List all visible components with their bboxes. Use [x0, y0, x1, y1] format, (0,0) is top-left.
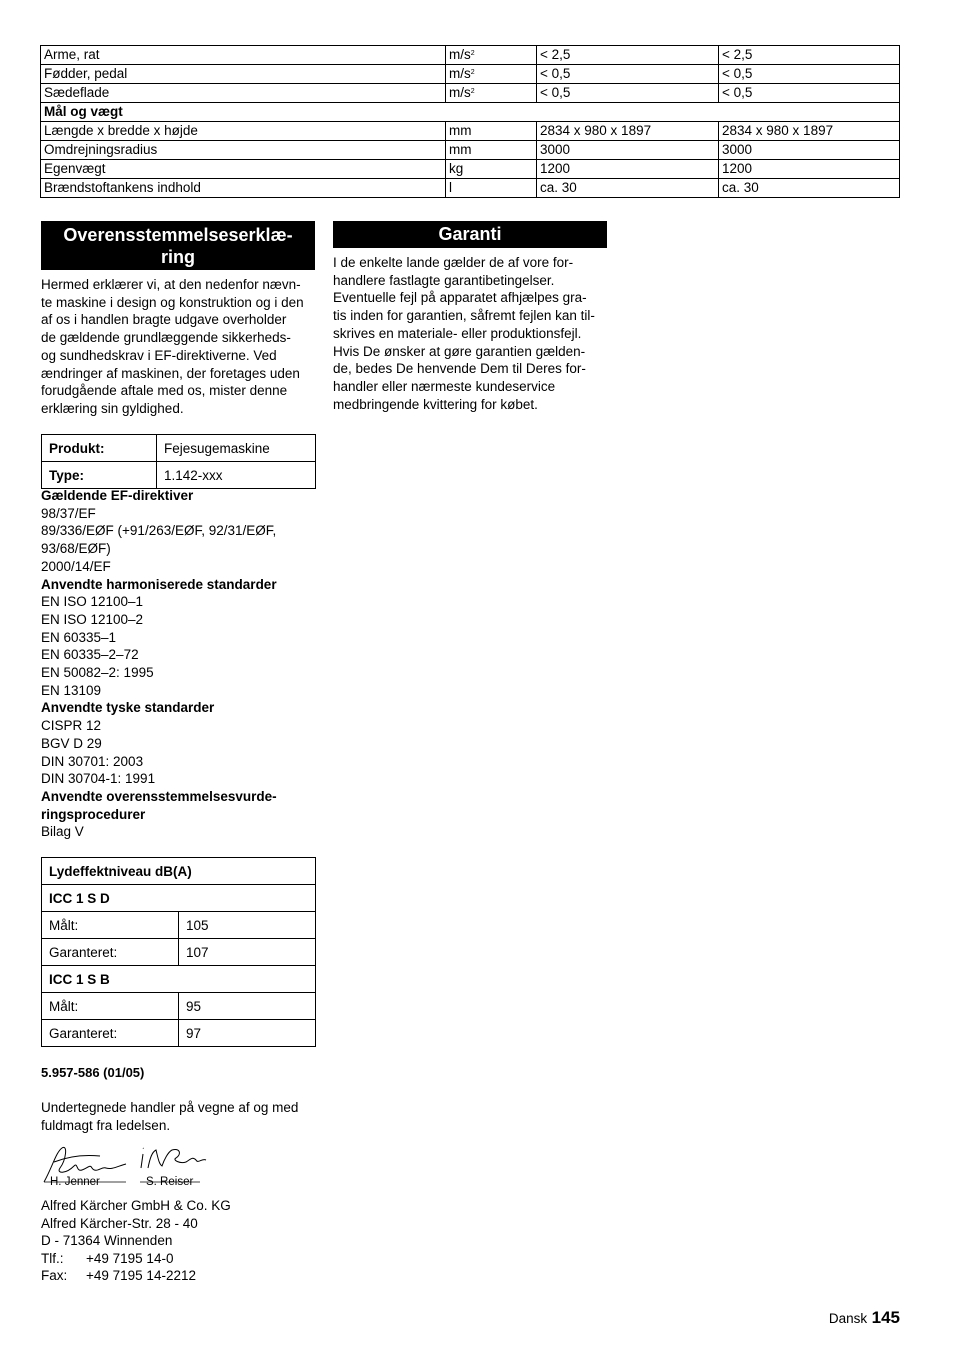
table-row — [41, 179, 900, 198]
section-title: Mål og vægt — [41, 103, 900, 122]
table-row — [42, 939, 316, 966]
table-cell: Fødder, pedal — [41, 65, 446, 84]
table-row — [42, 885, 316, 912]
table-cell: Egenvægt — [41, 160, 446, 179]
text-line: af os i handlen bragte udgave overholder — [41, 312, 287, 328]
spec-table — [40, 45, 900, 198]
fax-label: Fax: — [41, 1268, 68, 1283]
signature-reiser — [141, 1148, 206, 1168]
footer-language: Dansk — [828, 1311, 868, 1326]
table-section-row — [41, 103, 900, 122]
table-cell: $m/s^2$ — [446, 65, 537, 84]
table-row — [42, 462, 316, 489]
directives-title: Gældende EF-direktiver — [41, 488, 194, 503]
harmonised-title: Anvendte harmoniserede standarder — [41, 576, 277, 592]
address-city: D - 71364 Winnenden — [41, 1233, 173, 1248]
table-row — [42, 912, 316, 939]
type-value: 1.142-xxx — [157, 462, 316, 489]
table-cell: ca. 30 — [537, 179, 719, 198]
product-label: Produkt: — [42, 435, 157, 462]
table-row — [42, 435, 316, 462]
address-street: Alfred Kärcher-Str. 28 - 40 — [41, 1215, 198, 1231]
table-row — [42, 858, 316, 885]
table-cell: Brændstoftankens indhold — [41, 179, 446, 198]
table-row — [42, 966, 316, 993]
guaranteed-label: Garanteret: — [42, 939, 179, 966]
noise-table — [41, 857, 316, 1047]
standards-list — [41, 487, 277, 841]
list-item: EN ISO 12100–2 — [41, 611, 144, 627]
type-label: Type: — [42, 462, 157, 489]
list-item: EN ISO 12100–1 — [41, 594, 144, 610]
table-cell: < 0,5 — [537, 84, 719, 103]
text-line: og sundhedskrav i EF-direktiverne. Ved — [41, 347, 277, 363]
signatory-name: S. Reiser — [146, 1176, 194, 1188]
text-line: Hermed erklærer vi, at den nedenfor nævn- — [41, 277, 301, 292]
declaration-heading — [41, 221, 315, 270]
model-name: ICC 1 S D — [42, 885, 316, 912]
signoff-text — [41, 1099, 298, 1134]
company-name: Alfred Kärcher GmbH & Co. KG — [41, 1198, 231, 1213]
table-cell: 3000 — [719, 141, 900, 160]
table-cell: 1200 — [537, 160, 719, 179]
table-cell: $m/s^2$ — [446, 84, 537, 103]
list-item: DIN 30701: 2003 — [41, 753, 144, 769]
measured-label: Målt: — [42, 912, 179, 939]
list-item: EN 60335–2–72 — [41, 647, 139, 663]
list-item: EN 60335–1 — [41, 629, 117, 645]
text-line: erklæring sin gyldighed. — [41, 400, 184, 416]
heading-line: ring — [161, 247, 195, 267]
text-line: de, bedes De henvende Dem til Deres for- — [333, 361, 586, 377]
text-line: skrives en materiale- eller produktionsfejl. — [333, 325, 582, 341]
product-table — [41, 434, 316, 489]
table-cell: < 2,5 — [537, 46, 719, 65]
warranty-body — [333, 254, 618, 413]
model-name: ICC 1 S B — [42, 966, 316, 993]
guaranteed-value: 97 — [179, 1020, 316, 1047]
table-cell: Sædeflade — [41, 84, 446, 103]
table-cell: mm — [446, 122, 537, 141]
table-cell: ca. 30 — [719, 179, 900, 198]
declaration-body — [41, 276, 321, 418]
phone-value: +49 7195 14-0 — [86, 1250, 174, 1266]
fax-value: +49 7195 14-2212 — [86, 1268, 196, 1283]
list-item: 98/37/EF — [41, 505, 96, 521]
signatory-name: H. Jenner — [50, 1176, 100, 1188]
text-line: fuldmagt fra ledelsen. — [41, 1117, 171, 1133]
procedure-title: Anvendte overensstemmelsesvurde- — [41, 788, 277, 804]
table-row — [42, 993, 316, 1020]
warranty-heading: Garanti — [333, 221, 607, 248]
document-number: 5.957-586 (01/05) — [41, 1065, 145, 1080]
fax-line — [41, 1267, 231, 1285]
list-item: 2000/14/EF — [41, 558, 111, 574]
table-row — [41, 65, 900, 84]
text-line: tis inden for garantien, såfremt fejlen kan til- — [333, 308, 595, 324]
text-line: handler eller nærmeste kundeservice — [333, 378, 556, 394]
list-item: EN 50082–2: 1995 — [41, 665, 154, 681]
table-row — [42, 1020, 316, 1047]
table-cell: Omdrejningsradius — [41, 141, 446, 160]
text-line: Eventuelle fejl på apparatet afhjælpes gra- — [333, 290, 587, 306]
table-row — [41, 122, 900, 141]
table-cell: < 0,5 — [537, 65, 719, 84]
list-item: CISPR 12 — [41, 718, 102, 734]
text-line: te maskine i design og konstruktion og i den — [41, 294, 304, 310]
list-item: Bilag V — [41, 824, 84, 840]
table-cell: mm — [446, 141, 537, 160]
table-cell: < 0,5 — [719, 84, 900, 103]
text-line: forudgående aftale med os, mister denne — [41, 383, 288, 399]
page-number: 145 — [871, 1308, 900, 1327]
table-cell: Arme, rat — [41, 46, 446, 65]
list-item: EN 13109 — [41, 682, 102, 698]
procedure-title: ringsprocedurer — [41, 806, 146, 822]
table-cell: kg — [446, 160, 537, 179]
list-item: BGV D 29 — [41, 735, 102, 751]
text-line: Hvis De ønsker at gøre garantien gælden- — [333, 343, 586, 359]
text-line: handlere fastlagte garantibetingelser. — [333, 272, 555, 288]
text-line: medbringende kvittering for købet. — [333, 396, 538, 412]
table-cell: < 0,5 — [719, 65, 900, 84]
text-line: Undertegnede handler på vegne af og med — [41, 1100, 299, 1115]
measured-value: 105 — [179, 912, 316, 939]
measured-label: Målt: — [42, 993, 179, 1020]
list-item: 93/68/EØF) — [41, 541, 111, 557]
table-cell: 1200 — [719, 160, 900, 179]
company-address — [41, 1197, 231, 1285]
text-line: I de enkelte lande gælder de af vore for- — [333, 255, 574, 270]
noise-title: Lydeffektniveau dB(A) — [42, 858, 316, 885]
table-cell: 2834 x 980 x 1897 — [537, 122, 719, 141]
phone-label: Tlf.: — [41, 1250, 64, 1266]
table-row — [41, 160, 900, 179]
product-value: Fejesugemaskine — [157, 435, 316, 462]
guaranteed-label: Garanteret: — [42, 1020, 179, 1047]
table-cell: $m/s^2$ — [446, 46, 537, 65]
table-cell: 2834 x 980 x 1897 — [719, 122, 900, 141]
german-standards-title: Anvendte tyske standarder — [41, 700, 215, 716]
list-item: DIN 30704-1: 1991 — [41, 771, 156, 787]
text-line: ændringer af maskinen, der foretages uden — [41, 365, 300, 381]
guaranteed-value: 107 — [179, 939, 316, 966]
text-line: de gældende grundlæggende sikkerheds- — [41, 330, 291, 346]
table-row — [41, 141, 900, 160]
page-footer — [829, 1308, 900, 1328]
phone-line — [41, 1250, 231, 1268]
table-cell: l — [446, 179, 537, 198]
measured-value: 95 — [179, 993, 316, 1020]
table-cell: 3000 — [537, 141, 719, 160]
table-row — [41, 46, 900, 65]
table-cell: < 2,5 — [719, 46, 900, 65]
heading-line: Overensstemmelseserklæ- — [63, 225, 293, 245]
table-row — [41, 84, 900, 103]
list-item: 89/336/EØF (+91/263/EØF, 92/31/EØF, — [41, 523, 277, 539]
table-cell: Længde x bredde x højde — [41, 122, 446, 141]
